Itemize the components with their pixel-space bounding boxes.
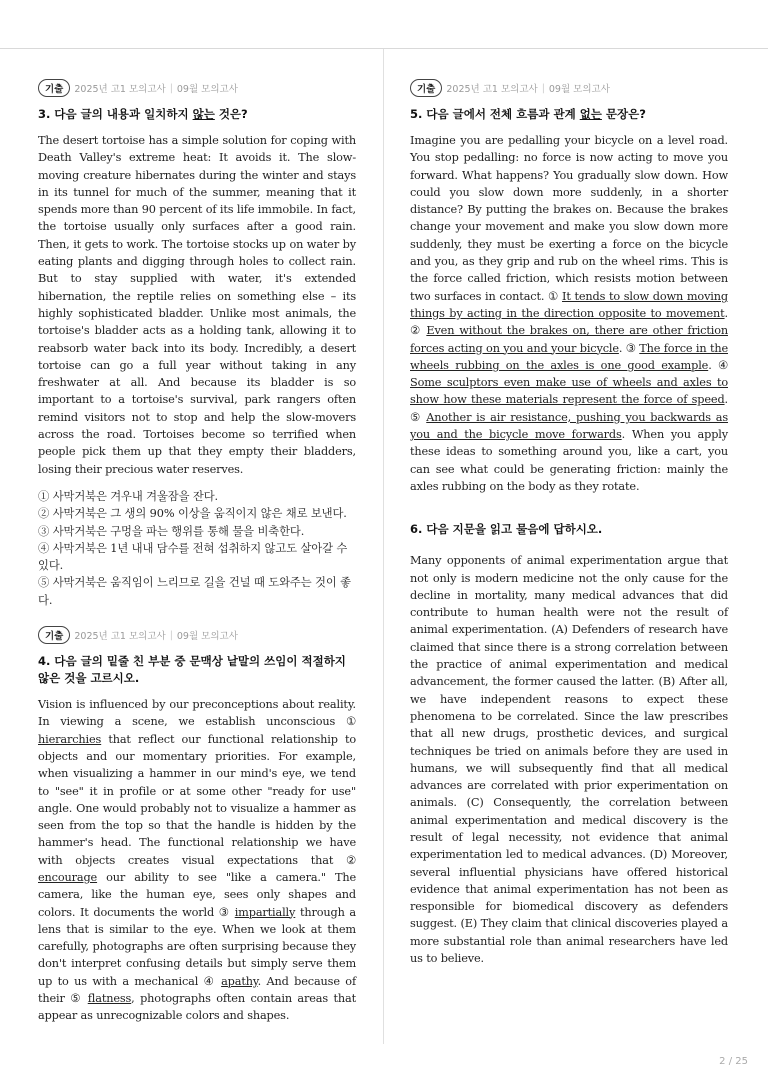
question-5-title: 5. 다음 글에서 전체 흐름과 관계 없는 문장은?	[410, 107, 646, 121]
exam-tag: 기출	[410, 79, 442, 97]
exam-month: 09월 모의고사	[548, 84, 610, 95]
right-column	[410, 79, 728, 967]
question-3-title: 3. 다음 글의 내용과 일치하지 않는 것은?	[38, 107, 248, 121]
question-6-passage: Many opponents of animal experimentation argue that not only is modern medicine not the only cause for the decline in mortality, many medical advances that did contribute to human health were not the result of animal experimentation. (A) Defenders of research have claimed that since there is a strong correlation between the practice of animal experimentation and medical advancement, the former caused the latter. (B) After all, we have independent reasons to expect these phenomena to be correlated. Since the law prescribes that all new drugs, prosthetic devices, and surgical techniques be tried on animals before they are used in humans, we will subsequently find that all medical advances are correlated with prior experimentation on animals. (C) Consequently, the correlation between animal experimentation and medical discovery is the result of legal necessity, not evidence that animal experimentation led to medical advances. (D) Moreover, several influential physicians have offered historical evidence that animal experimentation has not been as responsible for biomedical discovery as defenders suggest. (E) They claim that clinical discoveries played a more substantial role than animal researchers have led us to believe.	[410, 554, 728, 966]
option-4[interactable]: ④ 사막거북은 1년 내내 담수를 전혀 섭취하지 않고도 살아갈 수 있다.	[38, 541, 348, 573]
question-meta: 기출 2025년 고1 모의고사 | 09월 모의고사	[38, 626, 356, 644]
question-3-passage: The desert tortoise has a simple solution for coping with Death Valley's extreme heat: It avoids it. The slow-moving creature hibernates during the winter and stays in its tunnel for much of the summer, meaning that it spends more than 90 percent of its life immobile. In fact, the tortoise usually only surfaces after a good rain. Then, it gets to work. The tortoise stocks up on water by eating plants and digging through holes to collect rain. But to stay supplied with water, it's extended hibernation, the reptile relies on something else – its highly sophisticated bladder. Unlike most animals, the tortoise's bladder acts as a holding tank, allowing it to reabsorb water back into its body. Incredibly, a desert tortoise can go a full year without taking in any freshwater at all. And because its bladder is so important to a tortoise's survival, park rangers often remind visitors not to stop and help the slow-movers across the road. Tortoises become so terrified when people pick them up that they empty their bladders, losing their precious water reserves.	[38, 134, 356, 476]
question-4-title: 4. 다음 글의 밑줄 친 부분 중 문맥상 낱말의 쓰임이 적절하지 않은 것을 고르시오.	[38, 654, 346, 686]
exam-tag: 기출	[38, 79, 70, 97]
question-5-passage: Imagine you are pedalling your bicycle on a level road. You stop pedalling: no force is now acting to move you forward. What happens? You gradually slow down. How could you slow down more suddenly, in a shorter distance? By putting the brakes on. Because the brakes change your movement and make you slow down more suddenly, they must be exerting a force on the bicycle and you, as they grip and rub on the wheel rims. This is the force called friction, which resists motion between two surfaces in contact. ① It tends to slow down moving things by acting in the direction opposite to movement. ② Even without the brakes on, there are other friction forces acting on you and your bicycle. ③ The force in the wheels rubbing on the axles is one good example. ④ Some sculptors even make use of wheels and axles to show how these materials represent the force of speed. ⑤ Another is air resistance, pushing you backwards as you and the bicycle move forwards. When you apply these ideas to something around you, like a cart, you can see what could be generating friction: mainly the axles rubbing on the body as they rotate.	[410, 134, 729, 493]
question-4-passage: Vision is influenced by our preconceptions about reality. In viewing a scene, we establish unconscious ① hierarchies that reflect our functional relationship to objects and our momentary priorities. For example, when visualizing a hammer in our mind's eye, we tend to "see" it in profile or at some other "ready for use" angle. One would probably not to visualize a hammer as seen from the top so that the handle is hidden by the hammer's head. The functional relationship we have with objects creates visual expectations that ② encourage our ability to see "like a camera." The camera, like the human eye, sees only shapes and colors. It documents the world ③ impartially through a lens that is similar to the eye. When we look at them carefully, photographs are often surprising because they don't interpret confusing details but simply serve them up to us with a mechanical ④ apathy. And because of their ⑤ flatness, photographs often contain areas that appear as unrecognizable colors and shapes.	[38, 698, 356, 1023]
exam-year: 2025년 고1 모의고사	[74, 84, 166, 95]
left-column	[38, 79, 356, 1025]
question-meta: 기출 2025년 고1 모의고사 | 09월 모의고사	[38, 79, 356, 97]
exam-year: 2025년 고1 모의고사	[446, 84, 538, 95]
question-meta: 기출 2025년 고1 모의고사 | 09월 모의고사	[410, 79, 728, 97]
exam-month: 09월 모의고사	[176, 631, 238, 643]
exam-month: 09월 모의고사	[176, 84, 238, 95]
option-5[interactable]: ⑤ 사막거북은 움직임이 느리므로 길을 건널 때 도와주는 것이 좋다.	[38, 576, 351, 607]
option-1[interactable]: ① 사막거북은 겨우내 겨울잠을 잔다.	[38, 489, 219, 503]
question-6-title: 6. 다음 지문을 읽고 물음에 답하시오.	[410, 522, 603, 537]
option-2[interactable]: ② 사막거북은 그 생의 90% 이상을 움직이지 않은 채로 보낸다.	[38, 507, 347, 521]
exam-tag: 기출	[38, 626, 70, 644]
exam-year: 2025년 고1 모의고사	[74, 631, 166, 643]
option-3[interactable]: ③ 사막거북은 구멍을 파는 행위를 통해 물을 비축한다.	[38, 524, 305, 538]
page-number: 2 / 25	[719, 1056, 748, 1067]
column-divider	[383, 49, 384, 1044]
question-3-options	[38, 488, 356, 609]
header-line	[0, 48, 768, 49]
